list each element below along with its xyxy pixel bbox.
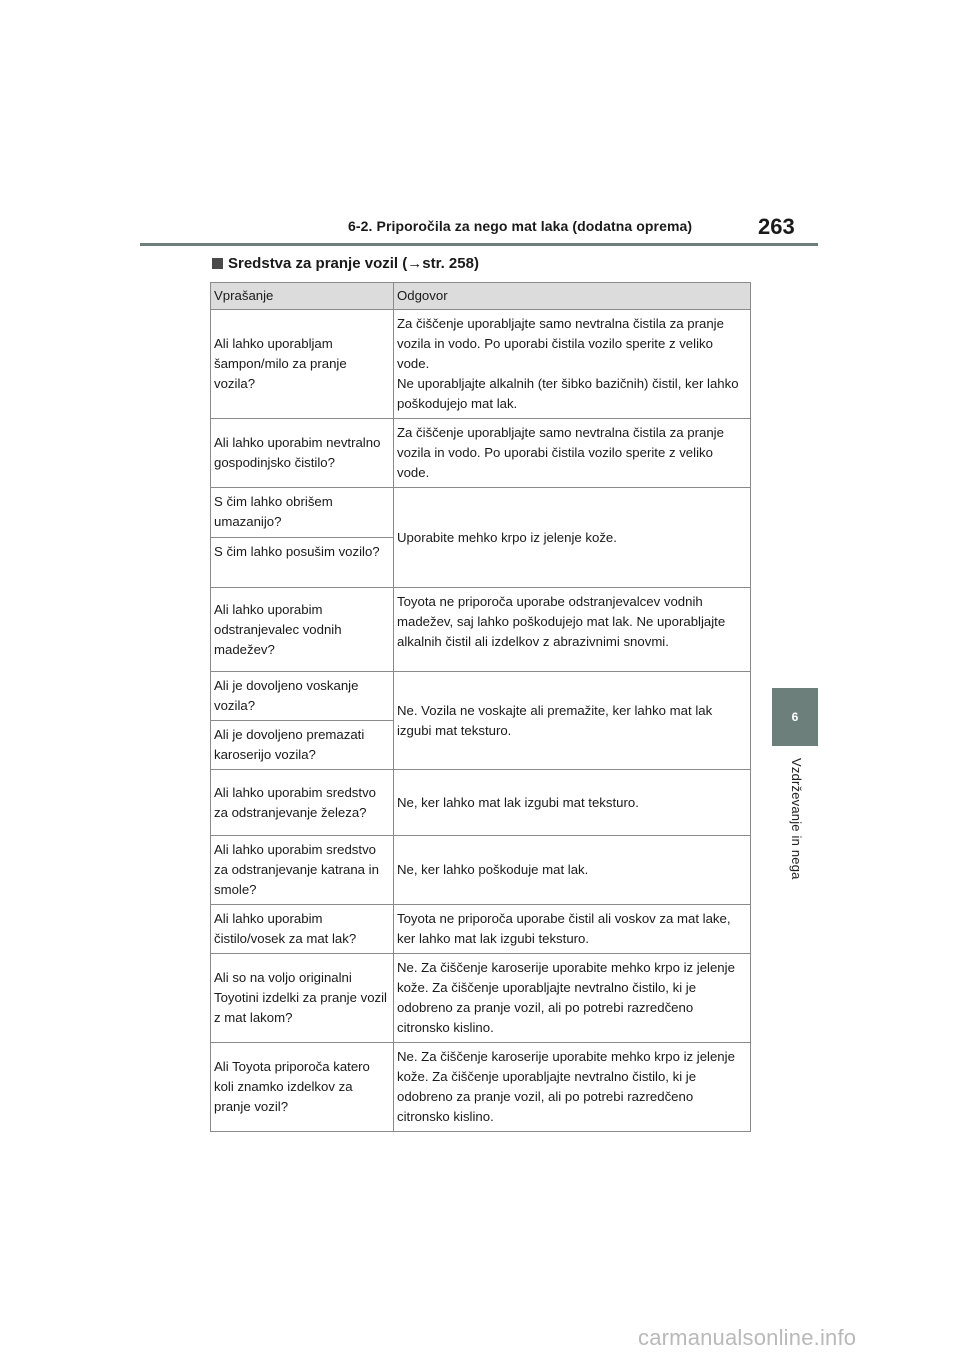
answer-cell: Ne. Za čiščenje karoserije uporabite mehko krpo iz jelenje kože. Za čiščenje uporabljajte nevtralno čistilo, ki je odobreno za pranje vozil, ali po potrebi razredčeno citronsko kislino. bbox=[394, 1043, 751, 1132]
column-header-answer: Odgovor bbox=[394, 283, 751, 310]
question-cell: Ali je dovoljeno voskanje vozila? bbox=[211, 672, 394, 721]
answer-text: Za čiščenje uporabljajte samo nevtralna čistila za pranje vozila in vodo. Po uporabi čistila vozilo sperite z veliko vode. Ne uporabljajte alkalnih (ter šibko bazičnih) čistil, ker lahko poškodujejo mat lak. bbox=[397, 316, 739, 411]
answer-cell: Ne, ker lahko mat lak izgubi mat teksturo. bbox=[394, 770, 751, 836]
question-cell: Ali lahko uporabim nevtralno gospodinjsko čistilo? bbox=[211, 419, 394, 488]
watermark: carmanualsonline.info bbox=[638, 1325, 857, 1350]
table-row bbox=[211, 836, 751, 905]
question-cell: Ali lahko uporabim čistilo/vosek za mat lak? bbox=[211, 905, 394, 954]
faq-table bbox=[210, 282, 751, 1132]
chapter-title: Vzdrževanje in nega bbox=[789, 758, 804, 880]
section-title: 6-2. Priporočila za nego mat laka (dodatna oprema) bbox=[348, 218, 693, 234]
section-heading-text: Sredstva za pranje vozil (→str. 258) bbox=[228, 255, 479, 272]
column-header-question: Vprašanje bbox=[211, 283, 394, 310]
answer-cell: Ne, ker lahko poškoduje mat lak. bbox=[394, 836, 751, 905]
table-row bbox=[211, 588, 751, 672]
question-cell: Ali je dovoljeno premazati karoserijo vozila? bbox=[211, 721, 394, 770]
answer-cell: Za čiščenje uporabljajte samo nevtralna čistila za pranje vozila in vodo. Po uporabi čistila vozilo sperite z veliko vode. bbox=[394, 419, 751, 488]
table-header-row bbox=[211, 283, 751, 310]
table-row bbox=[211, 419, 751, 488]
table-row bbox=[211, 770, 751, 836]
question-cell: S čim lahko posušim vozilo? bbox=[211, 538, 394, 588]
answer-cell: Toyota ne priporoča uporabe čistil ali voskov za mat lake, ker lahko mat lak izgubi teksturo. bbox=[394, 905, 751, 954]
chapter-tab bbox=[772, 688, 818, 746]
question-cell: Ali lahko uporabim odstranjevalec vodnih madežev? bbox=[211, 588, 394, 672]
table-row bbox=[211, 954, 751, 1043]
section-heading bbox=[212, 255, 479, 272]
table-row bbox=[211, 905, 751, 954]
question-cell: Ali Toyota priporoča katero koli znamko izdelkov za pranje vozil? bbox=[211, 1043, 394, 1132]
answer-cell: Uporabite mehko krpo iz jelenje kože. bbox=[394, 488, 751, 588]
square-bullet-icon bbox=[212, 258, 223, 269]
question-cell: S čim lahko obrišem umazanijo? bbox=[211, 488, 394, 538]
answer-cell bbox=[394, 310, 751, 419]
chapter-number: 6 bbox=[791, 710, 799, 724]
answer-cell: Ne. Vozila ne voskajte ali premažite, ker lahko mat lak izgubi mat teksturo. bbox=[394, 672, 751, 770]
table-row bbox=[211, 310, 751, 419]
table-row bbox=[211, 1043, 751, 1132]
page-number: 263 bbox=[758, 214, 795, 239]
answer-cell: Ne. Za čiščenje karoserije uporabite mehko krpo iz jelenje kože. Za čiščenje uporabljajte nevtralno čistilo, ki je odobreno za pranje vozil, ali po potrebi razredčeno citronsko kislino. bbox=[394, 954, 751, 1043]
table-row bbox=[211, 488, 751, 538]
question-cell: Ali lahko uporabim sredstvo za odstranjevanje železa? bbox=[211, 770, 394, 836]
answer-cell: Toyota ne priporoča uporabe odstranjevalcev vodnih madežev, saj lahko poškodujejo mat lak. Ne uporabljajte alkalnih čistil ali izdelkov z abrazivnimi snovmi. bbox=[394, 588, 751, 672]
question-cell: Ali lahko uporabljam šampon/milo za pranje vozila? bbox=[211, 310, 394, 419]
question-cell: Ali so na voljo originalni Toyotini izdelki za pranje vozil z mat lakom? bbox=[211, 954, 394, 1043]
header-divider bbox=[140, 243, 818, 246]
question-cell: Ali lahko uporabim sredstvo za odstranjevanje katrana in smole? bbox=[211, 836, 394, 905]
table-row bbox=[211, 672, 751, 721]
